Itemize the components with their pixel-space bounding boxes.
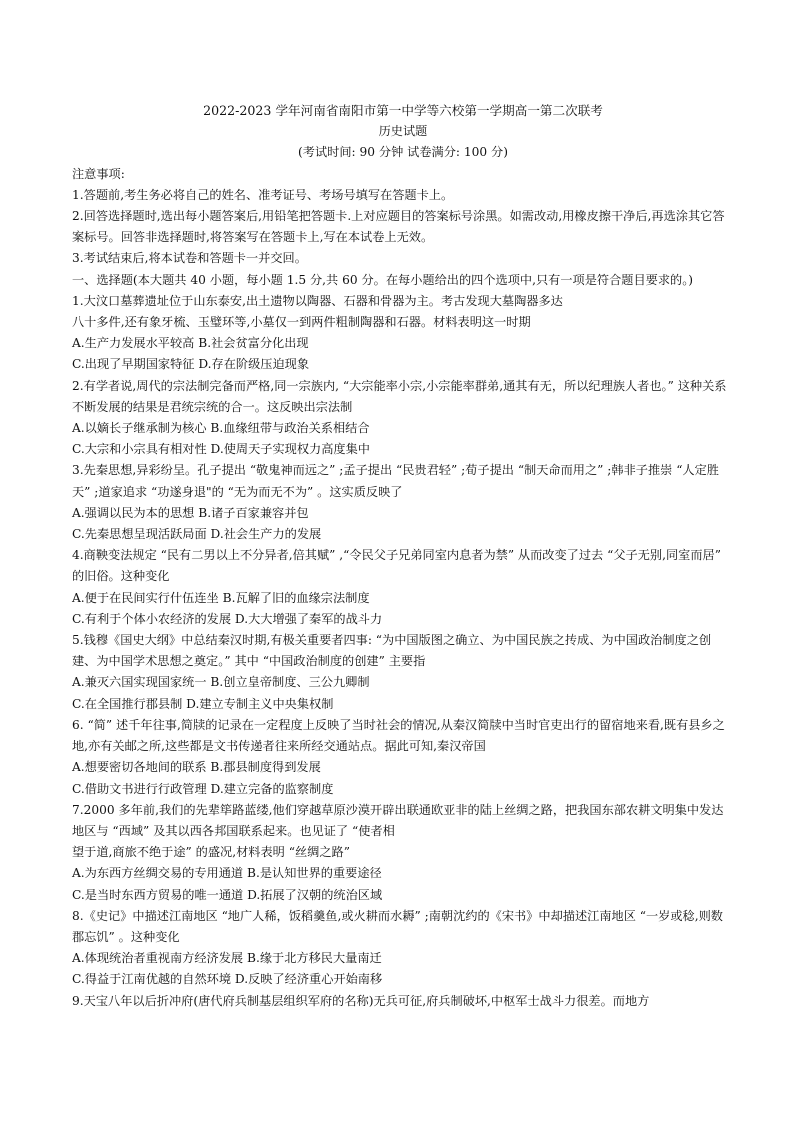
question-option: A.想要密切各地间的联系 B.郡县制度得到发展	[72, 760, 321, 775]
question-option: A.以嫡长子继承制为核心 B.血缘纽带与政治关系相结合	[72, 421, 370, 436]
question-option: C.在全国推行郡县制 D.建立专制主义中央集权制	[72, 696, 334, 711]
notice-heading: 注意事项:	[72, 166, 125, 181]
exam-subject: 历史试题	[378, 124, 428, 139]
question-stem: 7.2000 多年前,我们的先辈筚路蓝缕,他们穿越草原沙漠开辟出联通欧亚非的陆上丝绸之路，把我国东部农耕文明集中发达地区与 “西域” 及其以西各邦国联系起来。也见证了 “使者相	[72, 802, 724, 838]
question-option: C.有利于个体小农经济的发展 D.大大增强了秦军的战斗力	[72, 611, 383, 626]
question-option: C.先秦思想呈现活跃局面 D.社会生产力的发展	[72, 527, 322, 542]
exam-info: (考试时间: 90 分钟 试卷满分: 100 分)	[298, 145, 508, 160]
question-option: C.大宗和小宗具有相对性 D.使周天子实现权力高度集中	[72, 442, 370, 457]
question-stem: 1.大汶口墓葬遗址位于山东泰安,出土遗物以陶器、石器和骨器为主。考古发现大墓陶器多达	[72, 293, 563, 308]
exam-title: 2022-2023 学年河南省南阳市第一中学等六校第一学期高一第二次联考	[203, 103, 603, 118]
question-option: A.生产力发展水平较高 B.社会贫富分化出现	[72, 336, 309, 351]
question-option: C.得益于江南优越的自然环境 D.反映了经济重心开始南移	[72, 972, 383, 987]
question-stem: 3.先秦思想,异彩纷呈。孔子提出 “敬鬼神而远之” ;孟子提出 “民贵君轻” ;荀子提出 “制天命而用之” ;韩非子推崇 “人定胜天” ;道家追求 “功遂身退"的 “无为而无不为” 。这实质反映了	[72, 463, 719, 499]
question-option: A.体现统治者重视南方经济发展 B.缘于北方移民大量南迁	[72, 951, 382, 966]
question-6	[72, 715, 734, 800]
question-option: C.是当时东西方贸易的唯一通道 D.拓展了汉朝的统治区域	[72, 887, 383, 902]
notice-item: 2.回答选择题时,选出每小题答案后,用铅笔把答题卡.上对应题目的答案标号涂黑。如需改动,用橡皮擦干净后,再选涂其它答案标号。回答非选择题时,将答案写在答题卡上,写在本试卷上无效。	[72, 209, 725, 245]
question-8	[72, 906, 734, 991]
question-4	[72, 545, 734, 630]
question-option: A.兼灭六国实现国家统一 B.创立皇帝制度、三公九卿制	[72, 675, 370, 690]
question-option: C.出现了早期国家特征 D.存在阶级压迫现象	[72, 357, 310, 372]
question-option: A.为东西方丝绸交易的专用通道 B.是认知世界的重要途径	[72, 866, 382, 881]
notice-item: 3.考试结束后,将本试卷和答题卡一并交回。	[72, 251, 307, 266]
question-5	[72, 630, 734, 715]
question-stem: 4.商鞅变法规定 “民有二男以上不分异者,倍其赋” ,“令民父子兄弟同室内息者为禁” 从而改变了过去 “父子无别,同室而居” 的旧俗。这种变化	[72, 548, 721, 584]
question-stem: 望于道,商旅不绝于途” 的盛况,材料表明 “丝绸之路”	[72, 845, 350, 860]
exam-page	[72, 100, 734, 1012]
question-9	[72, 991, 734, 1012]
question-stem: 6. “简” 述千年往事,简牍的记录在一定程度上反映了当时社会的情况,从秦汉简牍中当时官吏出行的留宿地来看,既有县乡之地,亦有关邮之所,这些都是文书传递者往来所经交通站点。据此可知,秦汉帝国	[72, 717, 725, 754]
section-heading: 一、选择题(本大题共 40 小题，每小题 1.5 分,共 60 分。在每小题给出的四个选项中,只有一项是符合题目要求的。)	[72, 272, 694, 287]
question-stem: 8.《史记》中描述江南地区 “地广人稀，饭稻羹鱼,或火耕而水耨” ;南朝沈约的《宋书》中却描述江南地区 “一岁或稔,则数郡忘饥” 。这种变化	[72, 908, 723, 944]
question-1	[72, 291, 734, 376]
question-stem: 八十多件,还有象牙梳、玉璧环等,小墓仅一到两件粗制陶器和石器。材料表明这一时期	[72, 315, 531, 330]
notice-item: 1.答题前,考生务必将自己的姓名、准考证号、考场号填写在答题卡上。	[72, 187, 454, 202]
question-7	[72, 800, 734, 906]
question-3	[72, 460, 734, 545]
question-option: C.借助文书进行行政管理 D.建立完备的监察制度	[72, 781, 334, 796]
question-option: A.强调以民为本的思想 B.诸子百家兼容并包	[72, 505, 309, 520]
question-stem: 9.天宝八年以后折冲府(唐代府兵制基层组织军府的名称)无兵可征,府兵制破坏,中枢军士战斗力很差。而地方	[72, 993, 650, 1008]
question-stem: 2.有学者说,周代的宗法制完备而严格,同一宗族内, “大宗能率小宗,小宗能率群弟,通其有无，所以纪理族人者也。” 这种关系不断发展的结果是君统宗统的合一。这反映出宗法制	[72, 378, 727, 414]
question-option: A.便于在民间实行什伍连坐 B.瓦解了旧的血缘宗法制度	[72, 590, 370, 605]
question-stem: 5.钱穆《国史大纲》中总结秦汉时期,有极关重要者四事: “为中国版图之确立、为中国民族之抟成、为中国政治制度之创建、为中国学术思想之奠定。” 其中 “中国政治制度的创建” 主要指	[72, 633, 712, 669]
question-2	[72, 376, 734, 461]
